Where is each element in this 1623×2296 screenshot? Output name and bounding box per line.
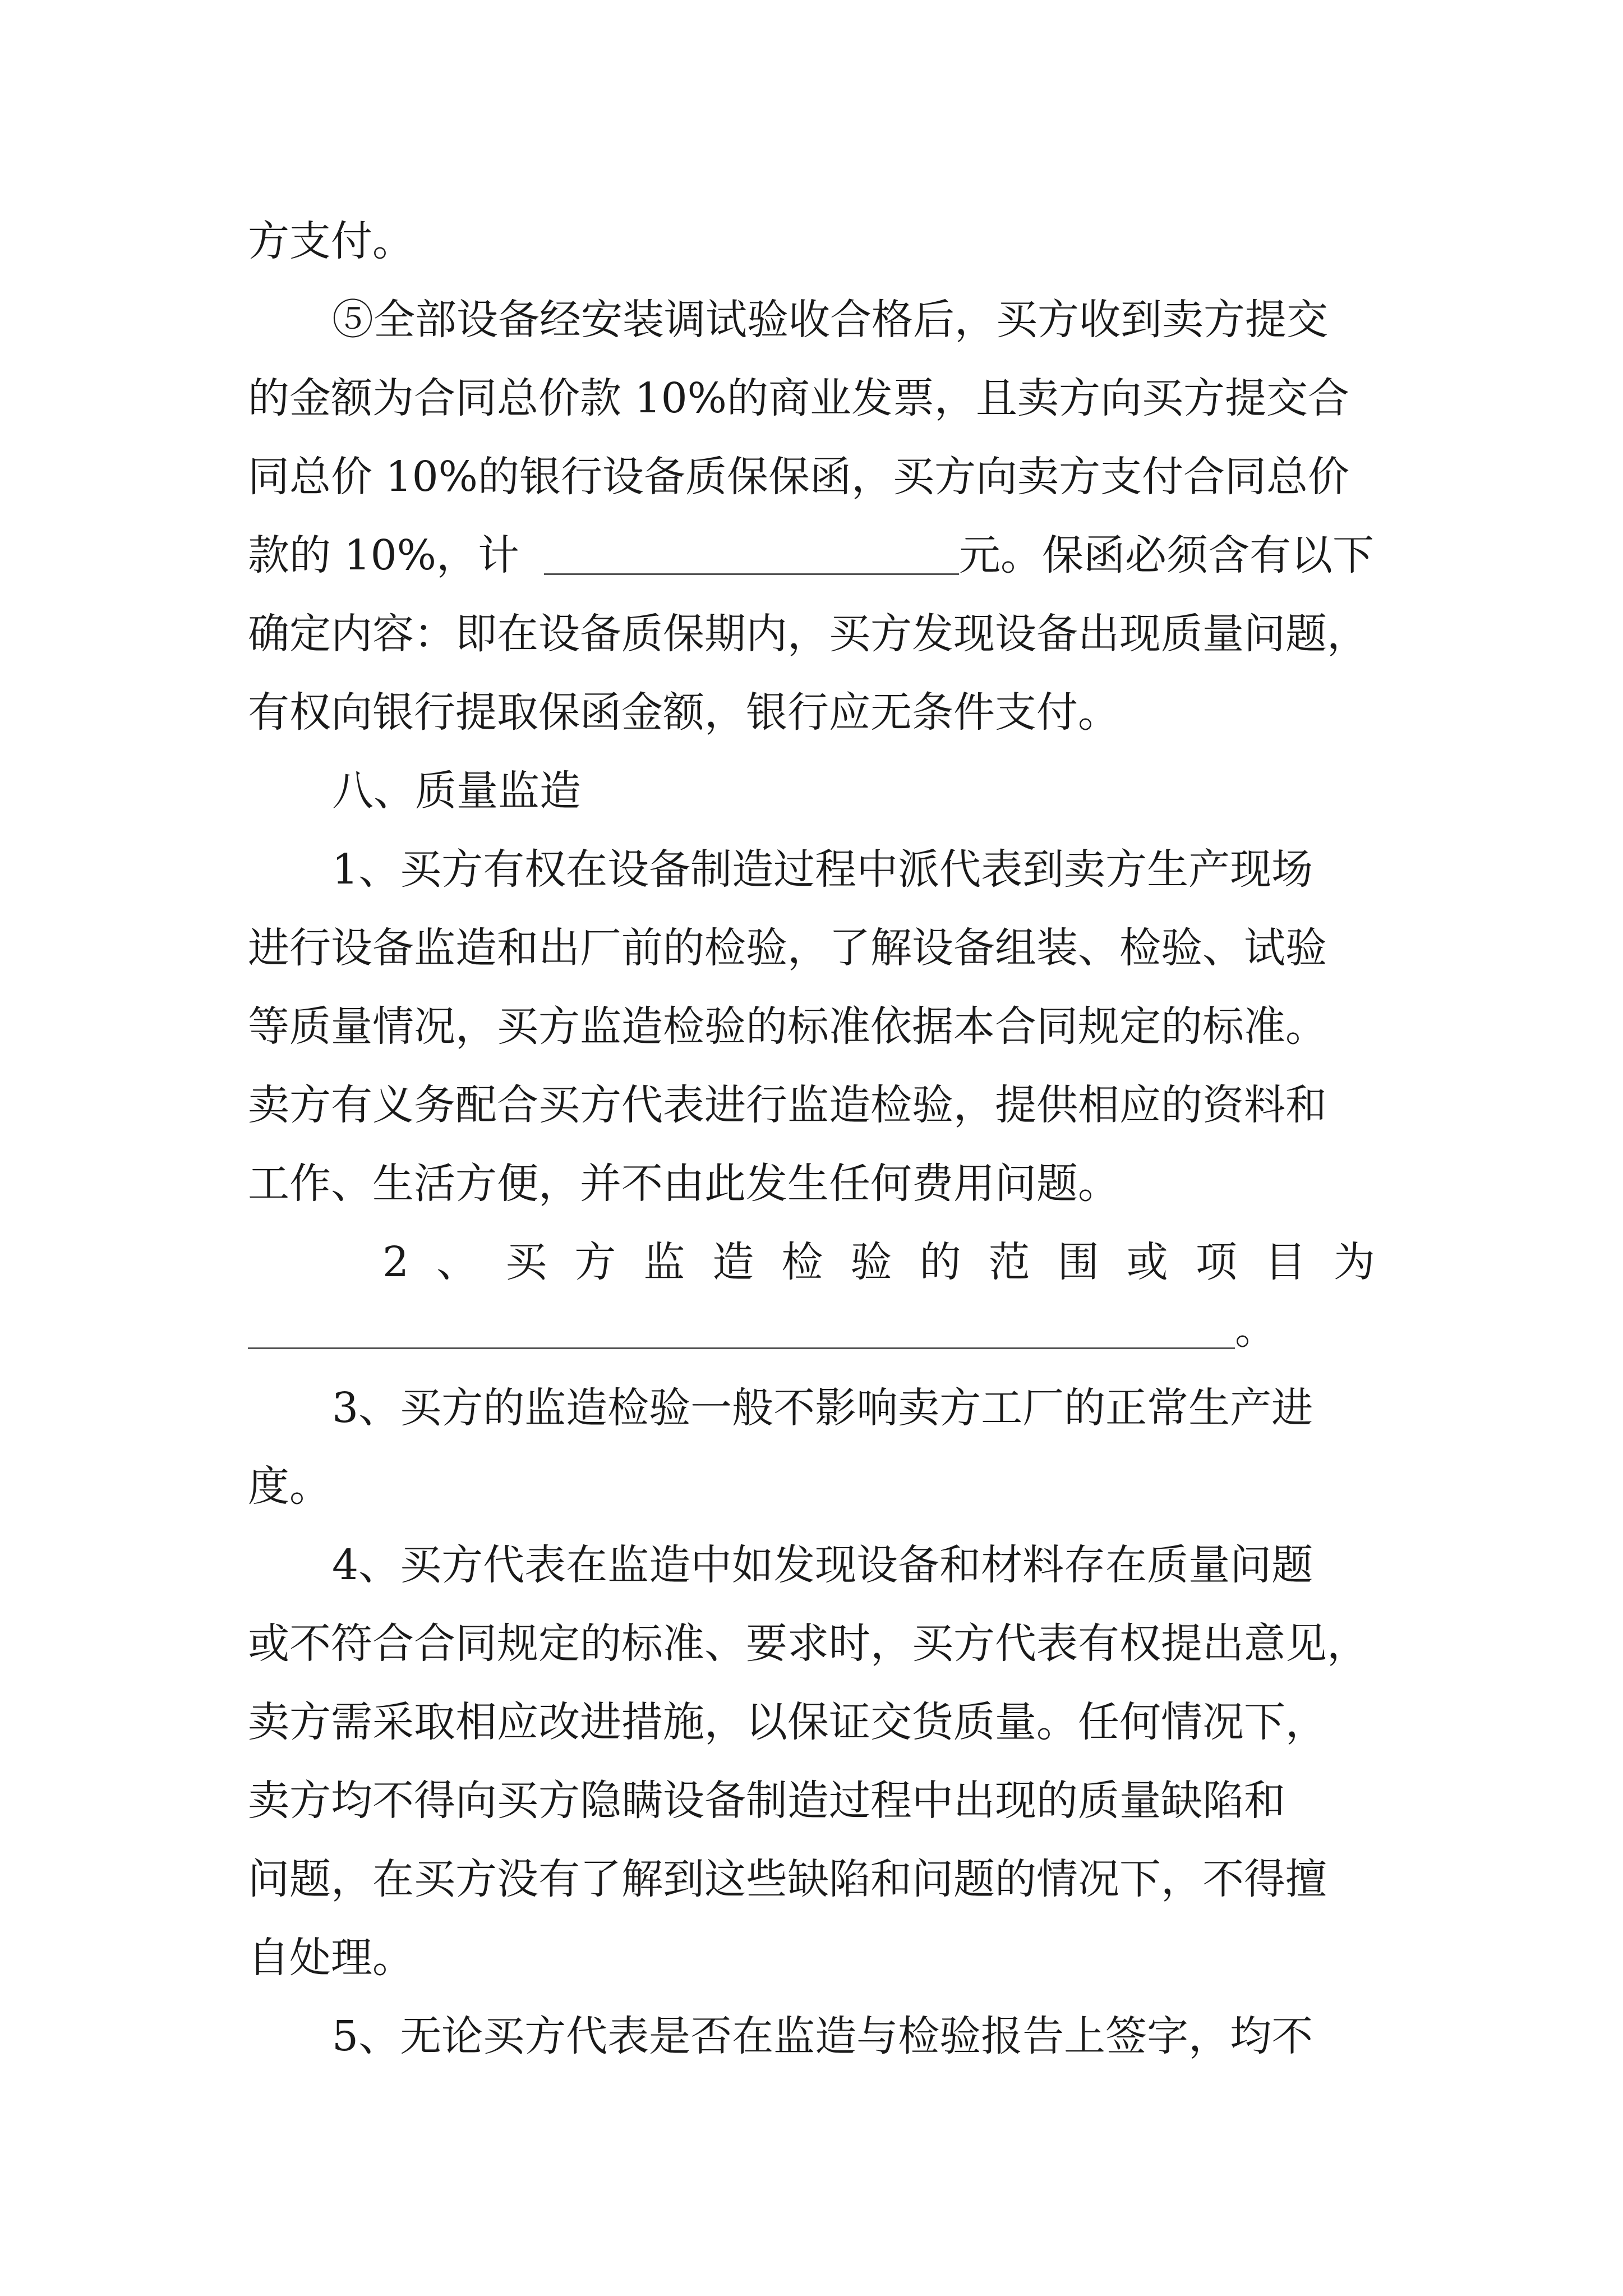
text-line: 3、买方的监造检验一般不影响卖方工厂的正常生产进 (332, 1384, 1313, 1432)
text-line: 等质量情况，买方监造检验的标准依据本合同规定的标准。 (248, 1002, 1327, 1051)
text-line: 卖方有义务配合买方代表进行监造检验，提供相应的资料和 (248, 1081, 1327, 1129)
text-line: 确定内容：即在设备质保期内，买方发现设备出现质量问题， (248, 610, 1368, 658)
text-line: 进行设备监造和出厂前的检验，了解设备组装、检验、试验 (248, 924, 1327, 972)
char: 买 (505, 1238, 547, 1286)
char: 、 (436, 1238, 478, 1286)
text-line: 工作、生活方便，并不由此发生任何费用问题。 (248, 1159, 1119, 1208)
text-line: 同总价 10%的银行设备质保保函，买方向卖方支付合同总价 (248, 453, 1349, 501)
char: 监 (643, 1238, 685, 1286)
char: 或 (1126, 1238, 1168, 1286)
blank-line (248, 1296, 1375, 1363)
section-heading: 八、质量监造 (332, 767, 581, 815)
text-line: 度。 (248, 1462, 331, 1511)
text-line: 1、买方有权在设备制造过程中派代表到卖方生产现场 (332, 845, 1313, 894)
char: 方 (574, 1238, 616, 1286)
text-line: 方支付。 (248, 217, 414, 265)
text-line: ⑤全部设备经安装调试验收合格后，买方收到卖方提交 (332, 296, 1328, 344)
char: 范 (988, 1238, 1030, 1286)
fill-in-blank[interactable] (248, 1347, 1235, 1349)
text-line: 有权向银行提取保函金额，银行应无条件支付。 (248, 688, 1119, 737)
text-line: 5、无论买方代表是否在监造与检验报告上签字，均不 (332, 2012, 1313, 2060)
text-line: 或不符合合同规定的标准、要求时，买方代表有权提出意见， (248, 1619, 1368, 1668)
char: 为 (1333, 1238, 1375, 1286)
text-line: 自处理。 (248, 1934, 414, 1982)
char: 造 (712, 1238, 754, 1286)
fill-in-blank[interactable] (544, 573, 959, 575)
char: 验 (850, 1238, 892, 1286)
text-fragment: 元。保函必须含有以下 (959, 531, 1374, 579)
char: 围 (1057, 1238, 1099, 1286)
text-line: 卖方均不得向买方隐瞒设备制造过程中出现的质量缺陷和 (248, 1777, 1285, 1825)
char: 目 (1264, 1238, 1306, 1286)
text-line: 的金额为合同总价款 10%的商业发票，且卖方向买方提交合 (248, 374, 1349, 422)
char: 2 (382, 1238, 409, 1286)
char: 项 (1195, 1238, 1237, 1286)
char: 的 (919, 1238, 961, 1286)
text-fragment: 。 (1235, 1305, 1276, 1354)
text-line: 问题，在买方没有了解到这些缺陷和问题的情况下，不得擅 (248, 1855, 1327, 1903)
text-line: 4、买方代表在监造中如发现设备和材料存在质量问题 (332, 1541, 1313, 1589)
spread-text-line (382, 1228, 1375, 1296)
char: 检 (781, 1238, 823, 1286)
text-fragment: 款的 10%，计 (248, 531, 519, 579)
text-line: 卖方需采取相应改进措施，以保证交货质量。任何情况下， (248, 1698, 1327, 1746)
text-line-with-blank (248, 522, 1375, 589)
